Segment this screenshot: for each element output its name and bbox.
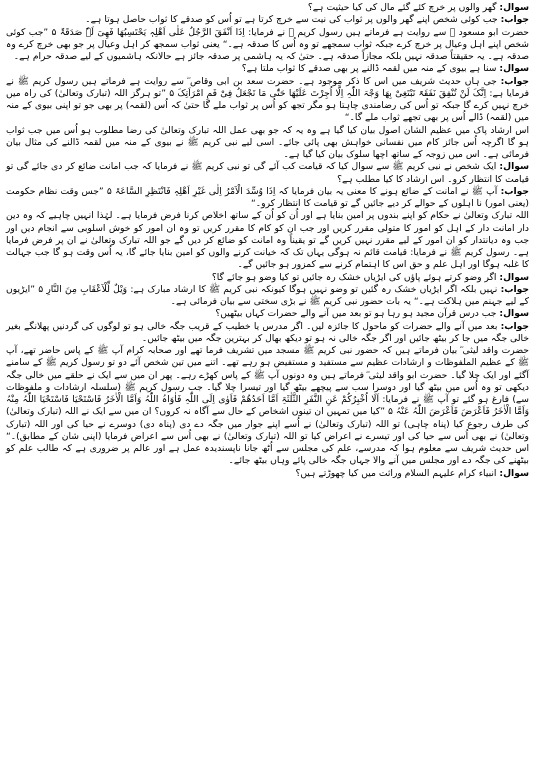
question-paragraph [6,63,529,75]
body-paragraph [6,210,529,271]
paragraph-text: اس ارشاد پاک میں عظیم الشان اصول بیان کیا گیا ہے وہ یہ کہ جو بھی عمل اللہ تبارک وتعالیٰ کی رضا مطلوب ہو اُس میں جب ثواب ہو گا اگرچہ اُس جائز کام میں نفسانی خواہش بھی پائی جائے۔ اسی لیے نبی کریم ﷺ نے بیوی کے منہ میں لقمہ ڈالنے کی مثال بیان فرمائی ہے۔ اس میں زوجہ کے ساتھ اچھا سلوک بیان کیا گیا ہے۔ [6,124,529,160]
paragraph-text: جی ہاں حدیث شریف میں اس کا ذکر موجود ہے۔ حضرت سعد بن ابی وقاص ؓ سے روایت ہے فرماتے ہیں رسول کریم ﷺ نے فرمایا ہے: اِنَّکَ لَنْ تُنْفِقَ نَفَقَۃً تَبْتَغِیْ بِھَا وَجْہَ اللّٰہِ اِلَّا اُجِرْتَ عَلَیْھَا حَتّٰی مَا تَجْعَلُ فِیْ فَمِ امْرَاَتِکَ ۵ ”تو ہرگز اللہ (تبارک وتعالیٰ) کی راہ میں خرچ نہیں کرے گا جبکہ تو اُس کی رضامندی چاہتا ہو مگر تجھ کو اُس پر ثواب ملے گا حتیٰ کہ اُس (لقمہ) پر بھی جو تو اپنی بیوی کے منہ میں (لقمہ) ڈالے اُس پر بھی تجھے ثواب ملے گا۔“ [6,75,529,124]
question-paragraph [6,2,529,14]
paragraph-text: اگر وضو کرتے ہوئے پاؤں کی ایڑیاں خشک رہ جائیں تو کیا وضو ہو جائے گا؟ [211,271,497,283]
paragraph-text: سنا ہے بیوی کے منہ میں لقمہ ڈالنے پر بھی صدقے کا ثواب ملتا ہے؟ [241,63,497,75]
answer-paragraph [6,284,529,309]
question-label: سوال: [499,63,529,75]
answer-paragraph [6,321,529,346]
question-paragraph [6,468,529,480]
question-paragraph [6,308,529,320]
answer-label: جواب: [500,75,530,87]
paragraph-text: گھر والوں پر خرچ کئے گئے مال کی کیا حیثیت ہے؟ [307,2,497,13]
answer-paragraph [6,76,529,125]
paragraph-text: جب کوئی شخص اپنے گھر والوں پر ثواب کی نیت سے خرچ کرتا ہے تو اُس کو صدقے کا ثواب حاصل ہوتا ہے۔ [85,14,498,26]
body-paragraph [6,345,529,468]
question-paragraph [6,161,529,186]
answer-label: جواب: [500,14,529,26]
answer-label: جواب: [500,283,529,295]
paragraph-text: حضرت ابو مسعود ؓ سے روایت ہے فرماتے ہیں رسول کریم ﷺ نے فرمایا: اِذَا اَنْفَقَ الرَّجُلُ عَلٰی اَھْلِہٖ یَحْتَسِبُھَا فَھِیَ لَہٗ صَدَقَۃٌ ۵ ”جب کوئی شخص اپنے اہل وعیال پر خرچ کرے جبکہ ثواب سمجھے تو وہ اُس کا صدقہ ہے۔“ یعنی ثواب سمجھ کر اہل وعیال پر جو بھی خرچ کرے وہ صدقہ ہے۔ یہ حقیقتاً صدقہ نہیں بلکہ مجازاً صدقہ ہے۔ حتیٰ کہ یہ ہاشمی پر صدقہ جائز ہے حالانکہ ہاشمیوں کے لیے صدقہ حرام ہے۔ [6,26,529,62]
paragraph-text: ایک شخص نے نبی کریم ﷺ سے سوال کیا کہ قیامت کب آئے گی تو نبی کریم ﷺ نے فرمایا کہ جب امانت ضائع کر دی جائے گی تو قیامت کا انتظار کرو۔ اس ارشاد کا کیا مطلب ہے؟ [6,161,529,185]
body-paragraph [6,27,529,64]
answer-paragraph [6,14,529,26]
paragraph-text: اللہ تبارک وتعالیٰ نے حکام کو اپنے بندوں پر امین بنایا ہے اور اُن کو اُن کے ساتھ اخلاص کرنا فرض فرمایا ہے۔ لہٰذا انہیں چاہیے کہ وہ دین دار امانت دار کے اہل کو امور کا متولی مقرر کریں اور جب ان کو کام کا مقرر کریں تو وہ ان امور کو خوش اسلوبی سے انجام دیں اور جب وہ دیانتدار کو ان امور کے لیے مقرر نہیں کریں گے تو یقیناً وہ امانت کو ضائع کر دیں گے جو اللہ تبارک وتعالیٰ نے ان پر فرض فرمایا ہے۔ رسول کریم ﷺ نے فرمایا: قیامت قائم نہ ہوگی یہاں تک کہ خیانت کرنے والوں کو امین بنایا جائے گا، یہ اُس وقت ہو گا جب جہالت کا غلبہ ہوگا اور اہل علم و حق اس کا اہتمام کرنے سے کمزور ہو جائیں گے۔ [6,210,529,271]
question-paragraph [6,272,529,284]
paragraph-text: آپ ﷺ نے امانت کے ضائع ہونے کا معنی یہ بیان فرمایا کہ اِذَا وُسِّدَ الْاَمْرُ اِلٰی غَیْرِ اَھْلِہٖ فَانْتَظِرِ السَّاعَۃَ ۵ ”جس وقت نظام حکومت (یعنی امور) نا اہلوں کے حوالے کر دیے جائیں گے تو قیامت کا انتظار کرو۔“ [6,185,529,209]
paragraph-text: بعد میں آنے والے حضرات کو ماحول کا جائزہ لیں۔ اگر مدرس یا خطیب کے قریب جگہ خالی ہو تو لوگوں کی گردنیں پھلانگے بغیر خالی جگہ میں جا کر بیٹھ جائیں اور اگر جگہ خالی نہ ہو تو دیکھ بھال کر بہترین جگہ میں بیٹھ جائیں۔ [6,320,529,344]
question-label: سوال: [499,467,529,479]
paragraph-text: جب درس قرآن مجید ہو رہا ہو تو بعد میں آنے والے حضرات کہاں بیٹھیں؟ [215,308,497,320]
question-label: سوال: [499,161,530,173]
question-label: سوال: [499,271,529,283]
answer-label: جواب: [500,185,529,197]
answer-label: جواب: [500,320,529,332]
paragraph-text: نہیں بلکہ اگر ایڑیاں خشک رہ گئیں تو وضو نہیں ہوگا کیونکہ نبی کریم ﷺ کا ارشاد مبارک ہے: وَیْلٌ لِّلْاَعْقَابِ مِنَ النَّارِ ۵ ”ایڑیوں کے لیے جہنم میں ہلاکت ہے۔“ یہ بات حضور نبی کریم ﷺ نے بڑی سختی سے بیان فرمائی ہے۔ [6,283,529,307]
paragraph-text: انبیاء کرام علیہم السلام وراثت میں کیا چھوڑتے ہیں؟ [295,467,497,479]
body-paragraph [6,125,529,162]
question-label: سوال: [499,2,529,13]
answer-paragraph [6,186,529,211]
question-label: سوال: [499,308,529,320]
paragraph-text: حضرت واقد لیثی ؓ بیان فرماتے ہیں کہ حضور نبی کریم ﷺ مسجد میں تشریف فرما تھے اور صحابہ کرام آپ ﷺ کے پاس حاضر تھے، آپ ﷺ کے عظیم الملفوظات و ارشادات عظیم سے مستفید و مستفیض ہو رہے تھے۔ اتنے میں تین شخص آئے دو تو رسول کریم ﷺ کے سامنے آگئے اور ایک چلا گیا۔ حضرت ابو واقد لیثی ؓ فرماتے ہیں وہ دونوں آپ ﷺ کے پاس کھڑے رہے۔ پھر ان میں سے ایک نے حلقے میں خالی جگہ دیکھی تو وہ اُس میں بیٹھ گیا اور دوسرا سب سے پیچھے بیٹھ گیا اور تیسرا چلا گیا۔ جب رسول کریم ﷺ (سلسلہ ارشادات و ملفوظات سے) فارغ ہو گئے تو آپ ﷺ نے فرمایا: اَلَا اُخْبِرُکُمْ عَنِ النَّفَرِ الثَّلٰثَۃِ اَمَّا اَحَدُھُمْ فَاَوٰی اِلَی اللّٰہِ فَاٰوَاہُ اللّٰہُ وَاَمَّا الْاٰخَرُ فَاسْتَحْیَا فَاسْتَحْیَا اللّٰہُ مِنْہُ وَاَمَّا الْاٰخَرُ فَاَعْرَضَ فَاَعْرَضَ اللّٰہُ عَنْہُ ۵ ”کیا میں تمہیں ان تینوں اشخاص کے حال سے آگاہ نہ کروں؟ ان میں سے ایک نے اللہ (تبارک وتعالیٰ) کی طرف رجوع کیا (پناہ چاہی) تو اللہ (تبارک وتعالیٰ) نے اُسے اپنے جوار میں جگہ دے دی (پناہ دی) دوسرے نے حیا کی اور اللہ (تبارک وتعالیٰ) نے بھی اُس سے حیا کی اور تیسرے نے اعراض کیا تو اللہ (تبارک وتعالیٰ) نے بھی اُس سے اعراض فرمایا (اپنی شان کے مطابق)۔“ اس حدیث شریف سے معلوم ہوا کہ مدرسے، علم کی مجلس سے اُٹھ جانا ناپسندیدہ عمل ہے اور عالم پر ضروری ہے کہ طالب علم کو بیٹھنے کی جگہ دے اور مجلس میں آنے والا جہاں جگہ خالی پائے وہاں بیٹھ جائے۔ [6,345,530,467]
